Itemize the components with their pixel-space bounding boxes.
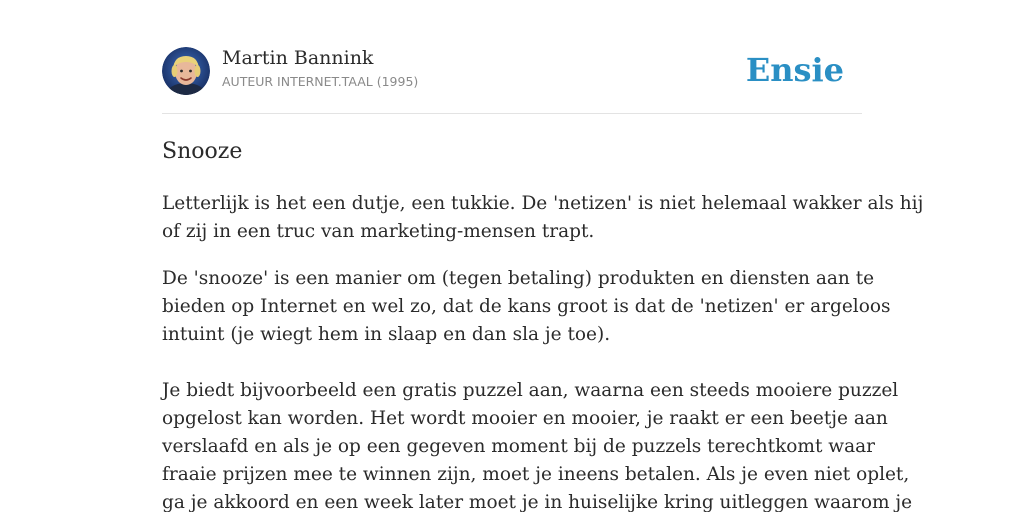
text-line: De 'snooze' is een manier om (tegen betaling) produkten en diensten aan te [162,268,875,289]
brand-logo[interactable]: Ensie [745,51,844,89]
entry-title: Snooze [162,139,243,164]
paragraph [162,377,913,512]
entry-body [162,190,924,512]
text-line: intuint (je wiegt hem in slaap en dan sla je toe). [162,324,611,345]
paragraph-gap [162,349,862,377]
text-line: bieden op Internet en wel zo, dat de kans groot is dat de 'netizen' er argeloos [162,296,891,317]
paragraph-gap [162,246,862,265]
header-divider [162,113,862,114]
text-line: Je biedt bijvoorbeeld een gratis puzzel aan, waarna een steeds mooiere puzzel [162,380,899,401]
author-role: AUTEUR INTERNET.TAAL (1995) [222,74,419,89]
text-line: Letterlijk is het een dutje, een tukkie. De 'netizen' is niet helemaal wakker als hij [162,193,924,214]
paragraph [162,190,924,246]
author-avatar[interactable] [162,47,210,95]
text-line: of zij in een truc van marketing-mensen trapt. [162,221,595,242]
text-line: opgelost kan worden. Het wordt mooier en mooier, je raakt er een beetje aan [162,408,888,429]
text-line: fraaie prijzen mee te winnen zijn, moet je ineens betalen. Als je even niet oplet, [162,464,910,485]
author-name[interactable]: Martin Bannink [222,47,374,69]
paragraph [162,265,891,349]
author-header [162,46,862,96]
text-line: ga je akkoord en een week later moet je in huiselijke kring uitleggen waarom je [162,492,913,512]
text-line: verslaafd en als je op een gegeven moment bij de puzzels terechtkomt waar [162,436,876,457]
